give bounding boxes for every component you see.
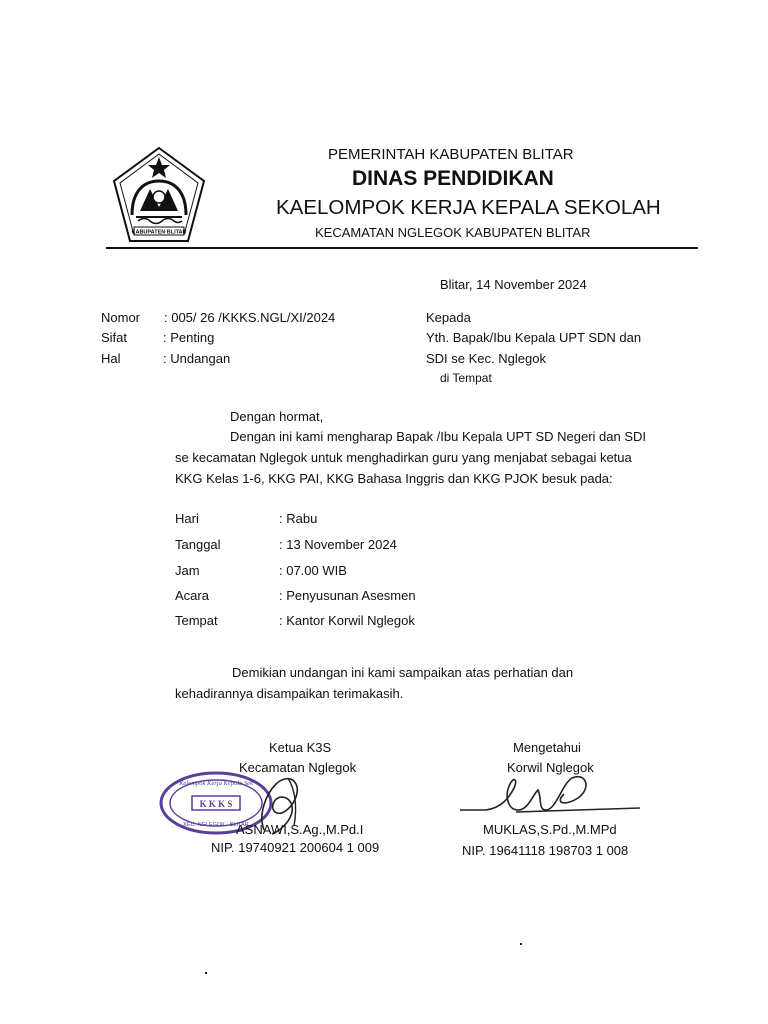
logo-caption: KABUPATEN BLITAR [131, 229, 187, 236]
right-signatory-title: Mengetahui [513, 740, 581, 755]
event-value-jam: : 07.00 WIB [279, 563, 347, 578]
stray-dot [205, 972, 207, 974]
left-signatory-nip: NIP. 19740921 200604 1 009 [211, 840, 380, 855]
recipient-line: SDI se Kec. Nglegok [426, 351, 546, 366]
body-line: se kecamatan Nglegok untuk menghadirkan guru yang menjabat sebagai ketua [175, 450, 632, 465]
meta-label-nomor: Nomor [101, 310, 141, 325]
left-signatory-title: Ketua K3S [269, 740, 332, 755]
event-value-tempat: : Kantor Korwil Nglegok [279, 613, 415, 628]
recipient-kepada: Kepada [426, 310, 471, 325]
event-value-tanggal: : 13 November 2024 [279, 537, 397, 552]
event-label-tanggal: Tanggal [175, 537, 221, 552]
right-signature [456, 770, 642, 828]
header-department: DINAS PENDIDIKAN [352, 167, 554, 190]
right-signatory-org: Korwil Nglegok [507, 760, 594, 775]
body-line: Dengan ini kami mengharap Bapak /Ibu Kepala UPT SD Negeri dan SDI [230, 429, 646, 444]
stray-dot [520, 943, 522, 945]
letter-date: Blitar, 14 November 2024 [440, 277, 587, 292]
right-signatory-nip: NIP. 19641118 198703 1 008 [462, 843, 629, 858]
event-value-acara: : Penyusunan Asesmen [279, 588, 416, 603]
stamp-text-top: Kelompok Kerja Kepala Sek [179, 780, 253, 787]
closing-line: Demikian undangan ini kami sampaikan atas perhatian dan [232, 665, 574, 680]
header-divider [106, 247, 698, 249]
meta-label-sifat: Sifat [101, 330, 128, 345]
meta-label-hal: Hal [101, 351, 121, 366]
header-group: KAELOMPOK KERJA KEPALA SEKOLAH [276, 196, 661, 219]
meta-value-hal: : Undangan [163, 351, 231, 366]
stamp-text-bot: KEC. NGLEGOK - BLITAR [183, 822, 249, 828]
meta-value-nomor: : 005/ 26 /KKKS.NGL/XI/2024 [164, 310, 336, 325]
right-signatory-name: MUKLAS,S.Pd.,M.MPd [483, 822, 617, 837]
event-label-hari: Hari [175, 511, 199, 526]
body-line: KKG Kelas 1-6, KKG PAI, KKG Bahasa Inggris dan KKG PJOK besuk pada: [175, 471, 613, 486]
left-signatory-name: ASNAWI,S.Ag.,M.Pd.I [236, 822, 364, 837]
event-label-acara: Acara [175, 588, 209, 603]
recipient-line: Yth. Bapak/Ibu Kepala UPT SDN dan [426, 330, 642, 345]
meta-value-sifat: : Penting [163, 330, 215, 345]
kabupaten-blitar-logo [110, 145, 208, 245]
recipient-place: di Tempat [440, 371, 492, 385]
greeting: Dengan hormat, [230, 409, 324, 424]
header-district: KECAMATAN NGLEGOK KABUPATEN BLITAR [315, 225, 591, 240]
stamp-text-mid: K K K S [199, 799, 233, 809]
event-value-hari: : Rabu [279, 511, 318, 526]
closing-line: kehadirannya disampaikan terimakasih. [175, 686, 404, 701]
left-signatory-org: Kecamatan Nglegok [239, 760, 357, 775]
header-government: PEMERINTAH KABUPATEN BLITAR [328, 146, 574, 163]
event-label-tempat: Tempat [175, 613, 218, 628]
event-label-jam: Jam [175, 563, 200, 578]
